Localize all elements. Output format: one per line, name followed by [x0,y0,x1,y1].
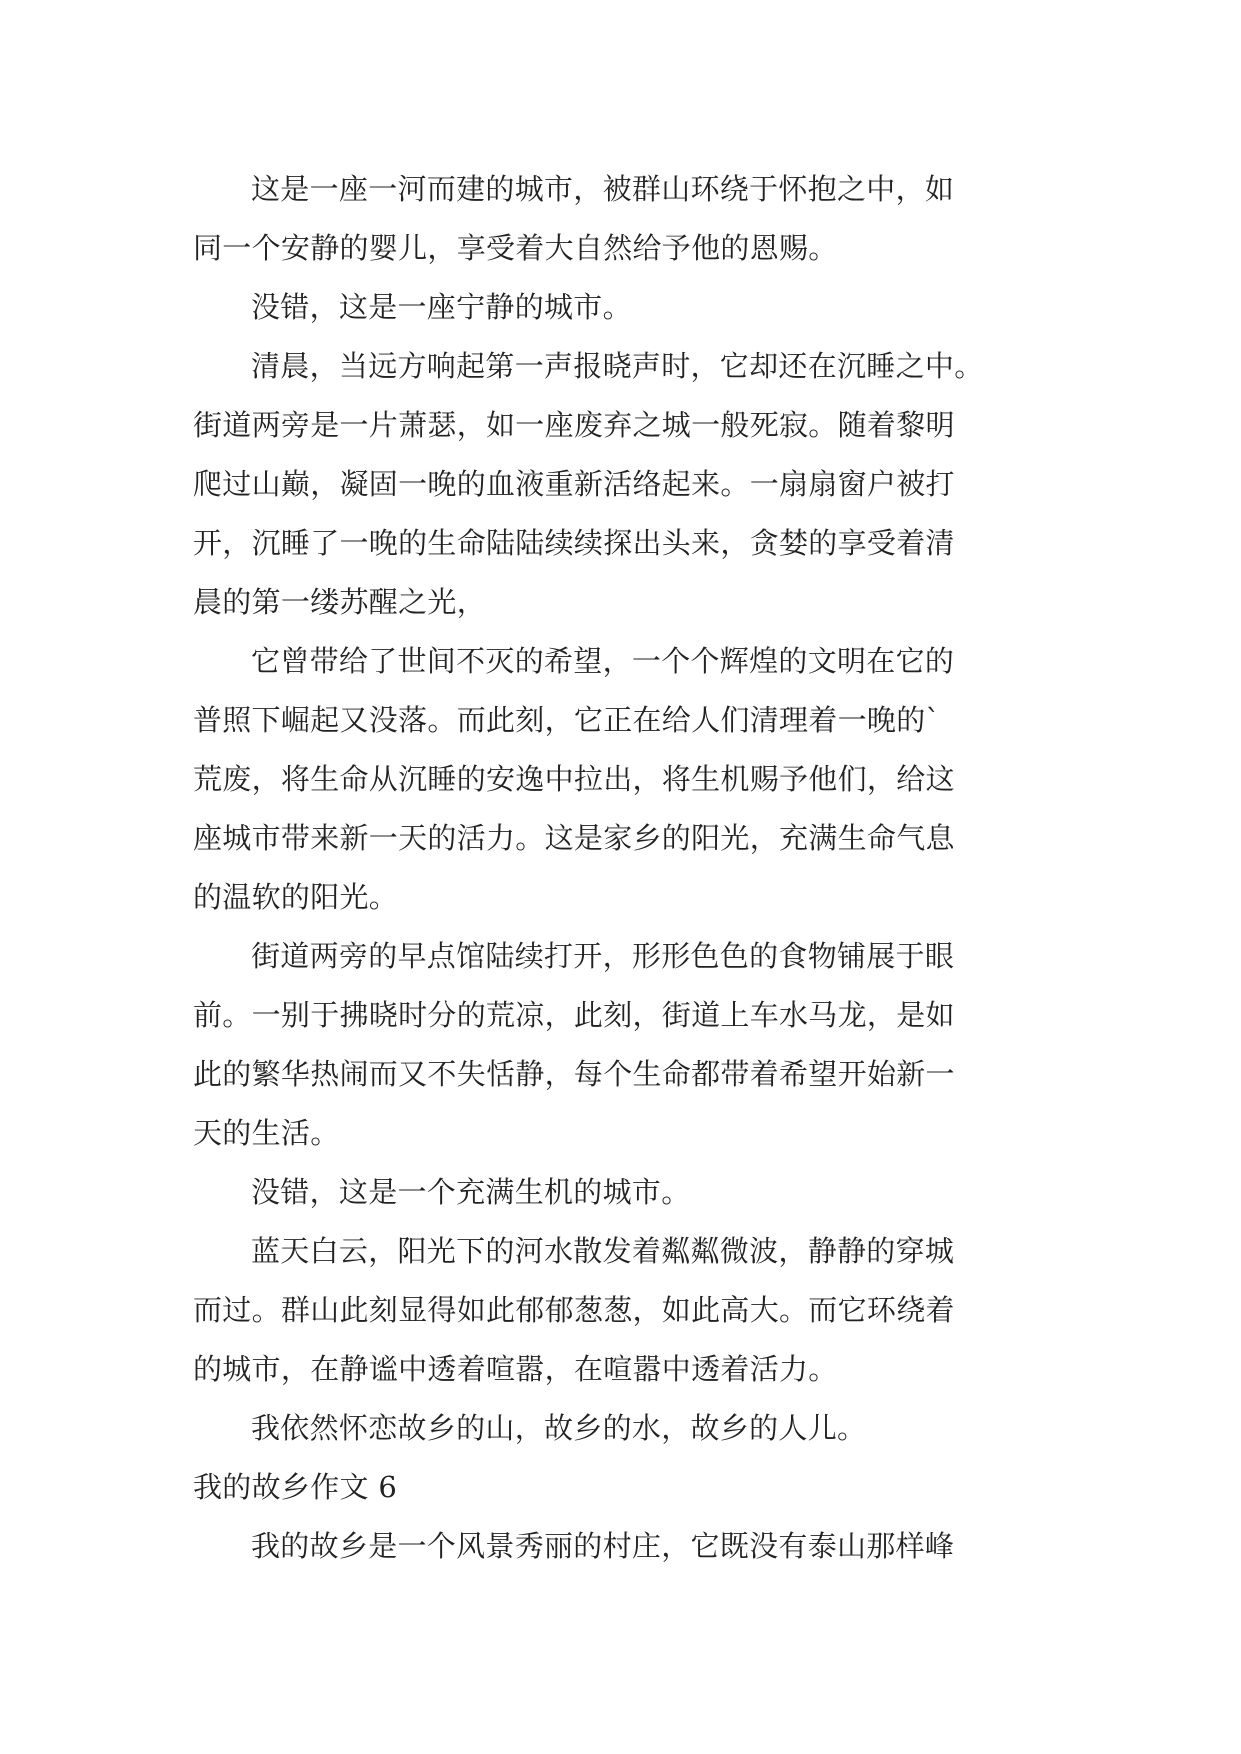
document-body [193,160,1059,1576]
paragraph-7: 蓝天白云，阳光下的河水散发着粼粼微波，静静的穿城 而过。群山此刻显得如此郁郁葱葱，如此高大。而它环绕着 的城市，在静谧中透着喧嚣，在喧嚣中透着活力。 [193,1234,955,1386]
paragraph-2: 没错，这是一座宁静的城市。 [251,290,632,324]
paragraph-9: 我的故乡是一个风景秀丽的村庄，它既没有泰山那样峰 [251,1529,955,1563]
paragraph-6: 没错，这是一个充满生机的城市。 [251,1175,691,1209]
paragraph-3: 清晨，当远方响起第一声报晓声时，它却还在沉睡之中。 街道两旁是一片萧瑟，如一座废弃之城一般死寂。随着黎明 爬过山巅，凝固一晚的血液重新活络起来。一扇扇窗户被打 开，沉睡了一晚的生命陆陆续续探出头来，贪婪的享受着清 晨的第一缕苏醒之光， [193,349,984,619]
paragraph-4: 它曾带给了世间不灭的希望，一个个辉煌的文明在它的 普照下崛起又没落。而此刻，它正在给人们清理着一晚的` 荒废，将生命从沉睡的安逸中拉出，将生机赐予他们，给这 座城市带来新一天的活力。这是家乡的阳光，充满生命气息 的温软的阳光。 [193,644,955,914]
paragraph-1: 这是一座一河而建的城市，被群山环绕于怀抱之中，如 同一个安静的婴儿，享受着大自然给予他的恩赐。 [193,172,955,265]
paragraph-5: 街道两旁的早点馆陆续打开，形形色色的食物铺展于眼 前。一别于拂晓时分的荒凉，此刻，街道上车水马龙，是如 此的繁华热闹而又不失恬静，每个生命都带着希望开始新一 天的生活。 [193,939,955,1150]
section-heading: 我的故乡作文 6 [193,1470,398,1504]
paragraph-8: 我依然怀恋故乡的山，故乡的水，故乡的人儿。 [251,1411,867,1445]
